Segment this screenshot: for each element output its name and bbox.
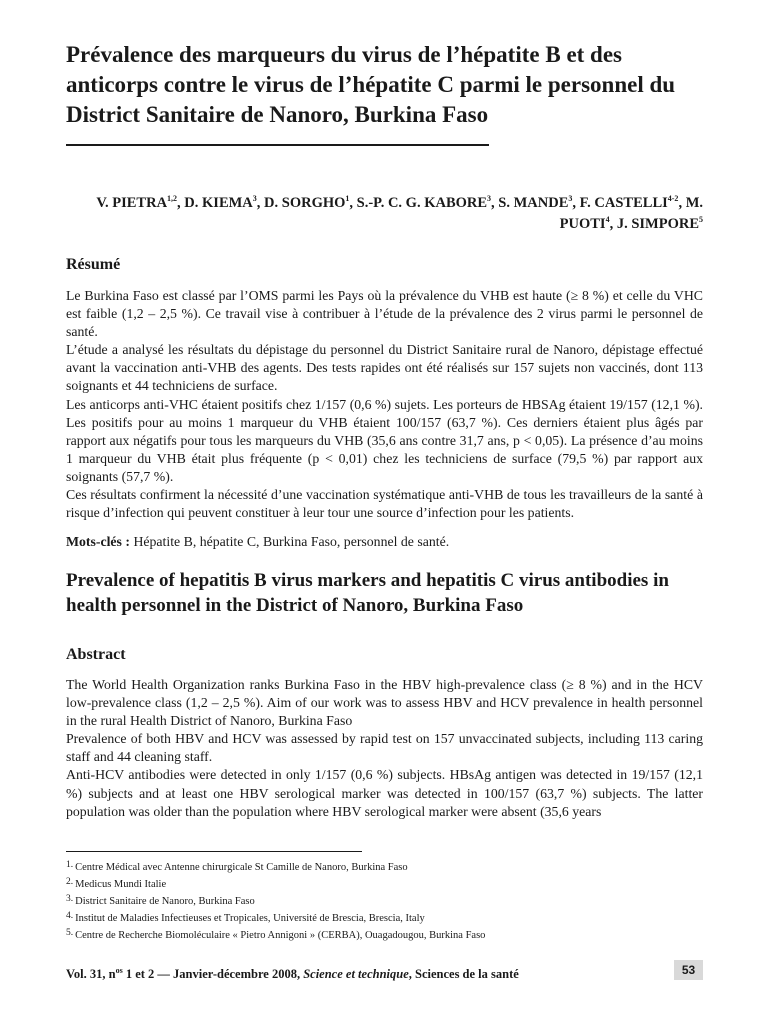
- resume-heading: Résumé: [66, 256, 121, 273]
- resume-paragraph: L’étude a analysé les résultats du dépistage du personnel du District Sanitaire rural de Nanoro, dépistage effectué avant la vaccination anti-VHB des agents. Des tests rapides ont été réalisés sur 157 sujets non vaccinés, dont 113 soignants et 44 techniciens de surface.: [66, 342, 703, 394]
- article-title: Prévalence des marqueurs du virus de l’hépatite B et des anticorps contre le virus de l’hépatite C parmi le personnel du District Sanitaire de Nanoro, Burkina Faso: [66, 42, 676, 127]
- footer-section: , Sciences de la santé: [408, 967, 519, 981]
- footnote-text: District Sanitaire de Nanoro, Burkina Faso: [75, 896, 255, 907]
- footnote: [66, 909, 703, 926]
- footnote-divider: [66, 851, 362, 852]
- abstract-paragraph: The World Health Organization ranks Burkina Faso in the HBV high-prevalence class (≥ 8 %) and in the HCV low-prevalence class (1,2 – 2,5 %). Aim of our work was to assess HBV and HCV prevalence in health personnel in the rural Health District of Nanoro, Burkina Faso: [66, 677, 703, 729]
- author-name: S. MANDE: [498, 195, 569, 211]
- author-list: [66, 193, 703, 235]
- footer-volume: Vol. 31, n: [66, 967, 116, 981]
- footnote-text: Institut de Maladies Infectieuses et Tropicales, Université de Brescia, Brescia, Italy: [75, 913, 425, 924]
- author-separator: ,: [609, 216, 617, 232]
- footer-issue: 1 et 2 — Janvier-décembre 2008,: [122, 967, 304, 981]
- author-separator: ,: [256, 195, 265, 211]
- keywords-label: Mots-clés :: [66, 534, 130, 549]
- keywords-value: Hépatite B, hépatite C, Burkina Faso, personnel de santé.: [133, 534, 450, 549]
- author-separator: ,: [678, 195, 686, 211]
- footnote-number: 2.: [66, 877, 74, 887]
- author-name: S.-P. C. G. KABORE: [356, 195, 488, 211]
- resume-paragraph: Le Burkina Faso est classé par l’OMS parmi les Pays où la prévalence du VHB est haute (≥ 8 %) et celle du VHC est faible (1,2 – 2,5 %). Ce travail vise à contribuer à l’étude de la prévalence des 2 virus parmi le personnel de santé.: [66, 288, 703, 340]
- footnote-number: 3.: [66, 894, 74, 904]
- author-name: V. PIETRA: [96, 195, 168, 211]
- footnote-text: Medicus Mundi Italie: [75, 879, 167, 890]
- keywords: [66, 533, 703, 551]
- author-affiliation: 1: [345, 194, 350, 204]
- footnote-text: Centre de Recherche Biomoléculaire « Pietro Annigoni » (CERBA), Ouagadougou, Burkina Faso: [75, 930, 486, 941]
- author-affiliation: 3: [252, 194, 257, 204]
- abstract-paragraph: Prevalence of both HBV and HCV was assessed by rapid test on 157 unvaccinated subjects, including 113 caring staff and 44 cleaning staff.: [66, 731, 703, 765]
- author-name: F. CASTELLI: [579, 195, 668, 211]
- author-separator: ,: [572, 195, 580, 211]
- author-affiliation: 3: [487, 194, 492, 204]
- author-affiliation: 1,2: [167, 194, 178, 204]
- english-title: Prevalence of hepatitis B virus markers and hepatitis C virus antibodies in health personnel in the District of Nanoro, Burkina Faso: [66, 570, 669, 616]
- footer-issue-sup: os: [115, 965, 123, 975]
- journal-footer: [66, 966, 519, 982]
- footnote-number: 4.: [66, 911, 74, 921]
- author-separator: ,: [177, 195, 185, 211]
- footnote: [66, 858, 703, 875]
- footnote: [66, 875, 703, 892]
- footnote: [66, 892, 703, 909]
- author-name: D. KIEMA: [184, 195, 253, 211]
- abstract-paragraph: Anti-HCV antibodies were detected in only 1/157 (0,6 %) subjects. HBsAg antigen was detected in 19/157 (12,1 %) subjects and at least one HBV serological marker was detected in 100/157 (63,7 %) subjects. The latter population was older than the population where HBV serological marker were absent (35,6 years: [66, 767, 703, 819]
- author-name: M. PUOTI: [559, 195, 703, 232]
- abstract-body: [66, 676, 703, 821]
- author-separator: ,: [349, 195, 357, 211]
- footer-journal: Science et technique: [303, 967, 409, 981]
- page-number: 53: [674, 960, 703, 980]
- author-affiliation: 5: [699, 215, 703, 225]
- title-divider: [66, 144, 489, 146]
- author-name: J. SIMPORE: [616, 216, 699, 232]
- abstract-heading: Abstract: [66, 646, 126, 663]
- author-affiliation: 3: [568, 194, 573, 204]
- resume-paragraph: Les anticorps anti-VHC étaient positifs chez 1/157 (0,6 %) sujets. Les porteurs de HBSAg étaient 19/157 (12,1 %). Les positifs pour au moins 1 marqueur du VHB étaient 100/157 (63,7 %). Ces derniers étaient plus âgés par rapport aux négatifs pour tous les marqueurs du VHB (35,6 ans contre 31,7 ans, p < 0,05). La présence d’au moins 1 marqueur du VHB était plus fréquente (p < 0,01) chez les techniciens de surface (79,5 %) par rapport aux soignants (57,7 %).: [66, 396, 703, 484]
- footnote-number: 5.: [66, 928, 74, 938]
- footnote-number: 1.: [66, 860, 74, 870]
- author-separator: ,: [491, 195, 499, 211]
- footnote-list: [66, 858, 703, 943]
- footnote: [66, 926, 703, 943]
- author-name: D. SORGHO: [264, 195, 346, 211]
- footnote-text: Centre Médical avec Antenne chirurgicale St Camille de Nanoro, Burkina Faso: [75, 862, 408, 873]
- author-affiliation: 4-2: [667, 194, 679, 204]
- resume-body: [66, 287, 703, 522]
- resume-paragraph: Ces résultats confirment la nécessité d’une vaccination systématique anti-VHB de tous les travailleurs de la santé à risque d’infection qui peuvent constituer à leur tour une source d’infection pour les patients.: [66, 487, 703, 521]
- author-affiliation: 4: [605, 215, 610, 225]
